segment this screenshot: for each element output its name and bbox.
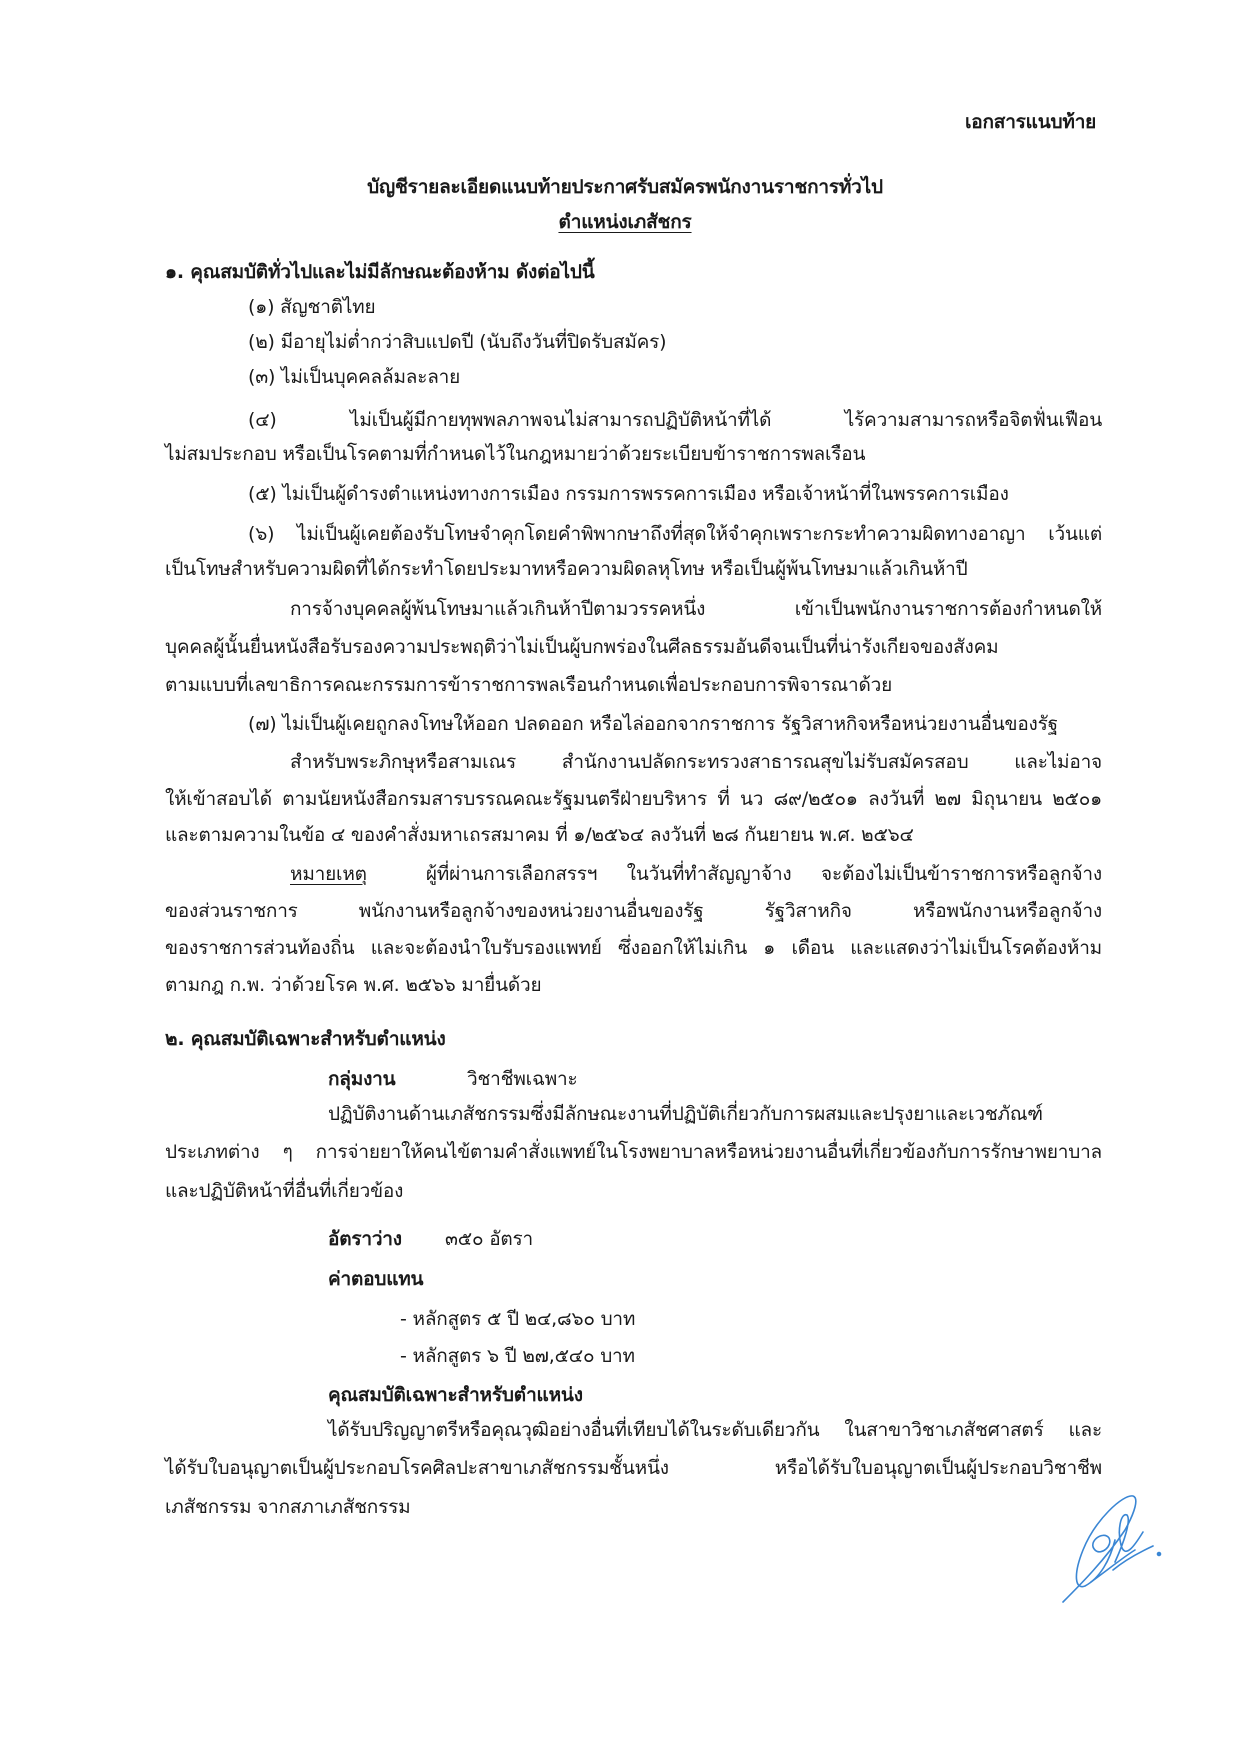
- specific-qualification-line-3: เภสัชกรรม จากสภาเภสัชกรรม: [165, 1496, 411, 1518]
- note-line-1: [290, 857, 1102, 891]
- qualification-item-1: (๑) สัญชาติไทย: [248, 296, 376, 318]
- qualification-item-2: (๒) มีอายุไม่ต่ำกว่าสิบแปดปี (นับถึงวันที่ปิดรับสมัคร): [248, 331, 667, 353]
- document-title: บัญชีรายละเอียดแนบท้ายประกาศรับสมัครพนักงานราชการทั่วไป: [367, 176, 883, 198]
- monk-paragraph: สำหรับพระภิกษุหรือสามเณร สำนักงานปลัดกระทรวงสาธารณสุขไม่รับสมัครสอบ และไม่อาจ: [290, 751, 1102, 773]
- compensation-label: ค่าตอบแทน: [328, 1268, 424, 1290]
- specific-qualification-line-2: ได้รับใบอนุญาตเป็นผู้ประกอบโรคศิลปะสาขาเภสัชกรรมชั้นหนึ่ง หรือได้รับใบอนุญาตเป็นผู้ประกอบวิชาชีพ: [165, 1457, 1102, 1479]
- attachment-label: เอกสารแนบท้าย: [965, 111, 1097, 133]
- section2-heading: ๒. คุณสมบัติเฉพาะสำหรับตำแหน่ง: [165, 1028, 446, 1050]
- qualification-item-4: (๔) ไม่เป็นผู้มีกายทุพพลภาพจนไม่สามารถปฏิบัติหน้าที่ได้ ไร้ความสามารถหรือจิตฟั่นเฟือน: [248, 409, 1102, 431]
- vacancy-value: ๓๕๐ อัตรา: [445, 1228, 534, 1250]
- qualification-item-4-cont: ไม่สมประกอบ หรือเป็นโรคตามที่กำหนดไว้ในกฎหมายว่าด้วยระเบียบข้าราชการพลเรือน: [165, 443, 866, 465]
- note-line-2: ของส่วนราชการ พนักงานหรือลูกจ้างของหน่วยงานอื่นของรัฐ รัฐวิสาหกิจ หรือพนักงานหรือลูกจ้าง: [165, 900, 1102, 922]
- work-group-value: วิชาชีพเฉพาะ: [467, 1068, 578, 1090]
- signature-icon: [1055, 1490, 1165, 1610]
- duty-line-2: ประเภทต่าง ๆ การจ่ายยาให้คนไข้ตามคำสั่งแพทย์ในโรงพยาบาลหรือหน่วยงานอื่นที่เกี่ยวข้องกับการรักษาพยาบาล: [165, 1141, 1102, 1163]
- vacancy-label: อัตราว่าง: [328, 1228, 402, 1250]
- note-label: หมายเหตุ: [290, 863, 367, 885]
- note-line-4: ตามกฎ ก.พ. ว่าด้วยโรค พ.ศ. ๒๕๖๖ มายื่นด้วย: [165, 974, 542, 996]
- duty-line-3: และปฏิบัติหน้าที่อื่นที่เกี่ยวข้อง: [165, 1180, 404, 1202]
- compensation-item-1: - หลักสูตร ๕ ปี ๒๔,๘๖๐ บาท: [400, 1308, 636, 1330]
- monk-paragraph-cont2: และตามความในข้อ ๔ ของคำสั่งมหาเถรสมาคม ที่ ๑/๒๕๖๔ ลงวันที่ ๒๘ กันยายน พ.ศ. ๒๕๖๔: [165, 824, 914, 846]
- qualification-item-6: (๖) ไม่เป็นผู้เคยต้องรับโทษจำคุกโดยคำพิพากษาถึงที่สุดให้จำคุกเพราะกระทำความผิดทางอาญา เว้นแต่: [248, 523, 1102, 545]
- note-line-3: ของราชการส่วนท้องถิ่น และจะต้องนำใบรับรองแพทย์ ซึ่งออกให้ไม่เกิน ๑ เดือน และแสดงว่าไม่เป็นโรคต้องห้าม: [165, 937, 1102, 959]
- position-title: ตำแหน่งเภสัชกร: [558, 211, 692, 233]
- work-group-label: กลุ่มงาน: [328, 1068, 396, 1090]
- qualification-item-7: (๗) ไม่เป็นผู้เคยถูกลงโทษให้ออก ปลดออก หรือไล่ออกจากราชการ รัฐวิสาหกิจหรือหน่วยงานอื่นของรัฐ: [248, 713, 1058, 735]
- monk-paragraph-cont1: ให้เข้าสอบได้ ตามนัยหนังสือกรมสารบรรณคณะรัฐมนตรีฝ่ายบริหาร ที่ นว ๘๙/๒๕๐๑ ลงวันที่ ๒๗ มิถุนายน ๒๕๐๑: [165, 788, 1102, 810]
- qualification-item-3: (๓) ไม่เป็นบุคคลล้มละลาย: [248, 366, 461, 388]
- qualification-item-5: (๕) ไม่เป็นผู้ดำรงตำแหน่งทางการเมือง กรรมการพรรคการเมือง หรือเจ้าหน้าที่ในพรรคการเมือง: [248, 483, 1009, 505]
- ex-convict-paragraph-cont1: บุคคลผู้นั้นยื่นหนังสือรับรองความประพฤติว่าไม่เป็นผู้บกพร่องในศีลธรรมอันดีจนเป็นที่น่ารังเกียจของสังคม: [165, 636, 999, 658]
- duty-line-1: ปฏิบัติงานด้านเภสัชกรรมซึ่งมีลักษณะงานที่ปฏิบัติเกี่ยวกับการผสมและปรุงยาและเวชภัณฑ์: [328, 1103, 1043, 1125]
- specific-qualification-line-1: ได้รับปริญญาตรีหรือคุณวุฒิอย่างอื่นที่เทียบได้ในระดับเดียวกัน ในสาขาวิชาเภสัชศาสตร์ และ: [328, 1419, 1102, 1441]
- compensation-item-2: - หลักสูตร ๖ ปี ๒๗,๕๔๐ บาท: [400, 1345, 635, 1367]
- specific-qualification-label: คุณสมบัติเฉพาะสำหรับตำแหน่ง: [328, 1384, 583, 1406]
- note-text: ผู้ที่ผ่านการเลือกสรรฯ ในวันที่ทำสัญญาจ้าง จะต้องไม่เป็นข้าราชการหรือลูกจ้าง: [425, 863, 1102, 885]
- section1-heading: ๑. คุณสมบัติทั่วไปและไม่มีลักษณะต้องห้าม ดังต่อไปนี้: [165, 261, 595, 283]
- ex-convict-paragraph-cont2: ตามแบบที่เลขาธิการคณะกรรมการข้าราชการพลเรือนกำหนดเพื่อประกอบการพิจารณาด้วย: [165, 674, 893, 696]
- qualification-item-6-cont: เป็นโทษสำหรับความผิดที่ได้กระทำโดยประมาทหรือความผิดลหุโทษ หรือเป็นผู้พ้นโทษมาแล้วเกินห้าปี: [165, 558, 968, 580]
- ex-convict-paragraph: การจ้างบุคคลผู้พ้นโทษมาแล้วเกินห้าปีตามวรรคหนึ่ง เข้าเป็นพนักงานราชการต้องกำหนดให้: [290, 598, 1102, 620]
